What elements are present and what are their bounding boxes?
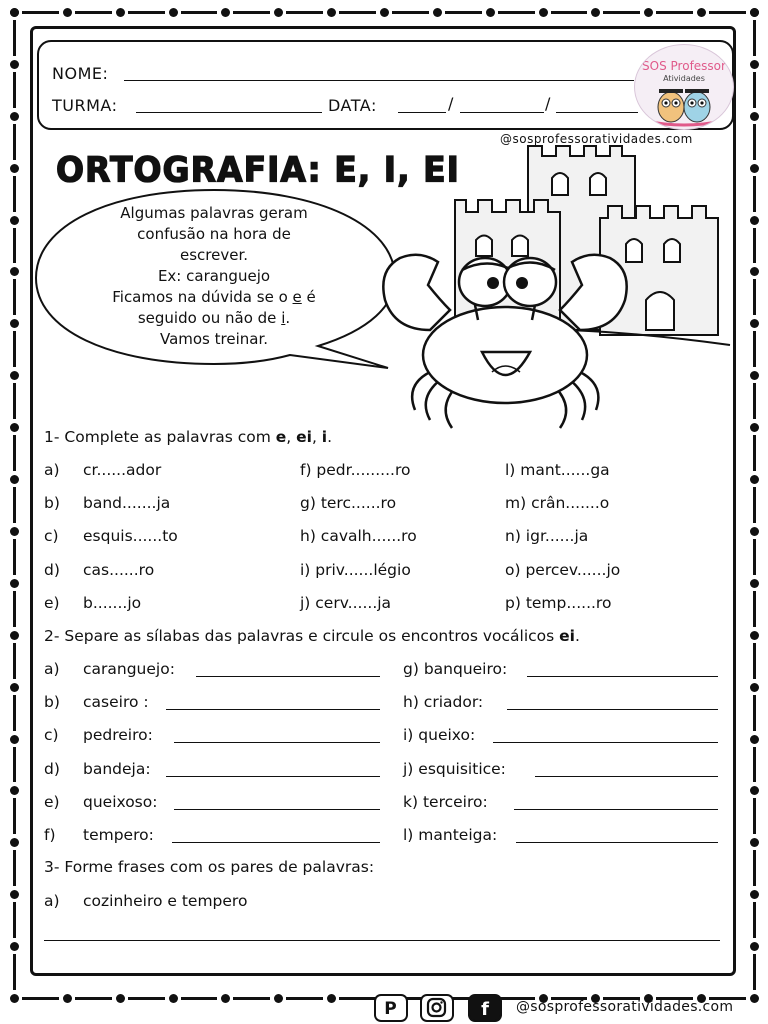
item-label: b)	[44, 494, 60, 512]
bubble-underlined-letter: i	[281, 309, 286, 327]
border-dash	[753, 850, 756, 886]
question-1-prompt	[44, 428, 332, 446]
border-dot	[10, 890, 19, 899]
border-dot	[750, 786, 759, 795]
prompt-bold: i	[321, 428, 328, 446]
border-dot	[750, 475, 759, 484]
syllable-answer-line[interactable]	[527, 676, 718, 677]
syllable-word: l) manteiga:	[403, 826, 498, 844]
border-dot	[116, 994, 125, 1003]
footer-handle: @sosprofessoratividades.com	[516, 999, 734, 1015]
syllable-answer-line[interactable]	[166, 776, 380, 777]
border-dash	[13, 954, 16, 990]
bubble-text-part: .	[285, 309, 291, 327]
sentence-word-pair: cozinheiro e tempero	[83, 892, 248, 910]
border-dash	[128, 997, 165, 1000]
fill-in-word[interactable]: cr......ador	[83, 461, 162, 479]
page-title: ORTOGRAFIA: E, I, EI	[56, 149, 460, 190]
bubble-text-part: Ficamos na dúvida se o	[112, 288, 293, 306]
syllable-word: k) terceiro:	[403, 793, 488, 811]
border-dot	[10, 942, 19, 951]
syllable-word: caseiro :	[83, 693, 149, 711]
prompt-bold: ei	[296, 428, 312, 446]
fill-in-word[interactable]: o) percev......jo	[505, 561, 621, 579]
syllable-word: h) criador:	[403, 693, 484, 711]
border-dot	[10, 683, 19, 692]
bubble-line	[78, 287, 350, 308]
border-dot	[750, 683, 759, 692]
nome-label: NOME:	[52, 64, 109, 83]
item-label: d)	[44, 561, 60, 579]
question-3-prompt: 3- Forme frases com os pares de palavras:	[44, 858, 375, 876]
prompt-text: .	[574, 627, 580, 645]
date-separator: /	[448, 94, 454, 113]
item-label: a)	[44, 660, 60, 678]
item-label: a)	[44, 461, 60, 479]
syllable-word: pedreiro:	[83, 726, 153, 744]
syllable-answer-line[interactable]	[514, 809, 718, 810]
fill-in-word[interactable]: f) pedr.........ro	[300, 461, 411, 479]
border-dash	[13, 902, 16, 938]
syllable-word: g) banqueiro:	[403, 660, 508, 678]
svg-text:f: f	[481, 999, 489, 1019]
prompt-text: ,	[286, 428, 297, 446]
border-dot	[63, 994, 72, 1003]
item-label: e)	[44, 793, 60, 811]
fill-in-word[interactable]: l) mant......ga	[505, 461, 610, 479]
border-dash	[753, 954, 756, 990]
border-dash	[753, 435, 756, 471]
item-label: f)	[44, 826, 56, 844]
syllable-word: i) queixo:	[403, 726, 476, 744]
fill-in-word[interactable]: b.......jo	[83, 594, 142, 612]
syllable-answer-line[interactable]	[493, 742, 718, 743]
border-dash	[22, 997, 59, 1000]
border-dot	[10, 838, 19, 847]
fill-in-word[interactable]: band.......ja	[83, 494, 171, 512]
turma-label: TURMA:	[52, 96, 118, 115]
border-dash	[339, 997, 376, 1000]
site-handle: @sosprofessoratividades.com	[500, 132, 693, 146]
fill-in-word[interactable]: m) crân.......o	[505, 494, 610, 512]
prompt-text: ,	[311, 428, 322, 446]
question-2-prompt	[44, 627, 580, 645]
border-dash	[13, 591, 16, 627]
border-dot	[10, 527, 19, 536]
fill-in-word[interactable]: h) cavalh......ro	[300, 527, 417, 545]
border-dot	[750, 579, 759, 588]
data-label: DATA:	[328, 96, 377, 115]
item-label: c)	[44, 726, 59, 744]
border-dash	[13, 798, 16, 834]
instagram-icon[interactable]	[420, 994, 454, 1022]
border-dash	[13, 747, 16, 783]
border-dash	[753, 591, 756, 627]
border-dash	[753, 487, 756, 523]
facebook-icon[interactable]	[468, 994, 502, 1022]
date-separator: /	[545, 94, 551, 113]
bubble-text-part: seguido ou não de	[137, 309, 282, 327]
fill-in-word[interactable]: cas......ro	[83, 561, 155, 579]
border-dash	[286, 997, 323, 1000]
syllable-word: j) esquisitice:	[403, 760, 506, 778]
border-dot	[327, 994, 336, 1003]
prompt-bold: ei	[559, 627, 575, 645]
item-label: e)	[44, 594, 60, 612]
border-dash	[181, 997, 218, 1000]
border-dash	[753, 747, 756, 783]
syllable-answer-line[interactable]	[535, 776, 718, 777]
pinterest-icon[interactable]	[374, 994, 408, 1022]
syllable-word: queixoso:	[83, 793, 158, 811]
bubble-line: confusão na hora de	[137, 225, 291, 243]
fill-in-word[interactable]: g) terc......ro	[300, 494, 397, 512]
border-dash	[13, 643, 16, 679]
border-dot	[750, 631, 759, 640]
syllable-answer-line[interactable]	[166, 709, 380, 710]
border-dot	[169, 994, 178, 1003]
border-dot	[750, 942, 759, 951]
border-dot	[750, 890, 759, 899]
border-dot	[274, 994, 283, 1003]
prompt-text: 1- Complete as palavras com	[44, 428, 276, 446]
border-dash	[13, 850, 16, 886]
item-label: d)	[44, 760, 60, 778]
syllable-answer-line[interactable]	[507, 709, 718, 710]
border-dot	[750, 994, 759, 1003]
bubble-line: Ex: caranguejo	[157, 267, 271, 285]
bubble-line: Algumas palavras geram	[120, 204, 308, 222]
fill-in-word[interactable]: i) priv......légio	[300, 561, 411, 579]
border-dash	[753, 798, 756, 834]
border-dot	[10, 735, 19, 744]
border-dot	[10, 579, 19, 588]
border-dot	[10, 475, 19, 484]
speech-bubble-text	[78, 203, 350, 350]
syllable-word: bandeja:	[83, 760, 151, 778]
border-dot	[750, 735, 759, 744]
sentence-answer-line[interactable]	[44, 940, 720, 941]
bubble-underlined-letter: e	[292, 288, 302, 306]
logo-subtitle: Atividades	[663, 74, 705, 83]
svg-text:P: P	[384, 999, 397, 1019]
border-dash	[13, 487, 16, 523]
border-dot	[10, 994, 19, 1003]
prompt-bold: e	[275, 428, 287, 446]
fill-in-word[interactable]: esquis......to	[83, 527, 178, 545]
prompt-text: 2- Separe as sílabas das palavras e circule os encontros vocálicos	[44, 627, 560, 645]
border-dash	[75, 997, 112, 1000]
bubble-text-part: é	[301, 288, 316, 306]
fill-in-word[interactable]: j) cerv......ja	[300, 594, 392, 612]
item-label: a)	[44, 892, 60, 910]
border-dot	[750, 838, 759, 847]
item-label: b)	[44, 693, 60, 711]
border-dot	[221, 994, 230, 1003]
border-dash	[753, 902, 756, 938]
border-dash	[753, 695, 756, 731]
border-dash	[13, 695, 16, 731]
syllable-answer-line[interactable]	[174, 742, 380, 743]
border-dash	[233, 997, 270, 1000]
item-label: c)	[44, 527, 59, 545]
syllable-answer-line[interactable]	[174, 809, 380, 810]
syllable-word: tempero:	[83, 826, 154, 844]
logo-title: SOS Professor	[642, 59, 726, 73]
border-dash	[13, 539, 16, 575]
border-dash	[753, 643, 756, 679]
border-dot	[10, 786, 19, 795]
fill-in-word[interactable]: n) igr......ja	[505, 527, 589, 545]
bubble-line: Vamos treinar.	[159, 330, 269, 348]
fill-in-word[interactable]: p) temp......ro	[505, 594, 612, 612]
prompt-text: .	[327, 428, 333, 446]
border-dot	[750, 527, 759, 536]
border-dash	[753, 539, 756, 575]
bubble-line: escrever.	[179, 246, 249, 264]
syllable-word: caranguejo:	[83, 660, 175, 678]
syllable-answer-line[interactable]	[516, 842, 718, 843]
border-dash	[13, 435, 16, 471]
bubble-line	[78, 308, 350, 329]
syllable-answer-line[interactable]	[196, 676, 380, 677]
syllable-answer-line[interactable]	[172, 842, 380, 843]
border-dot	[10, 631, 19, 640]
